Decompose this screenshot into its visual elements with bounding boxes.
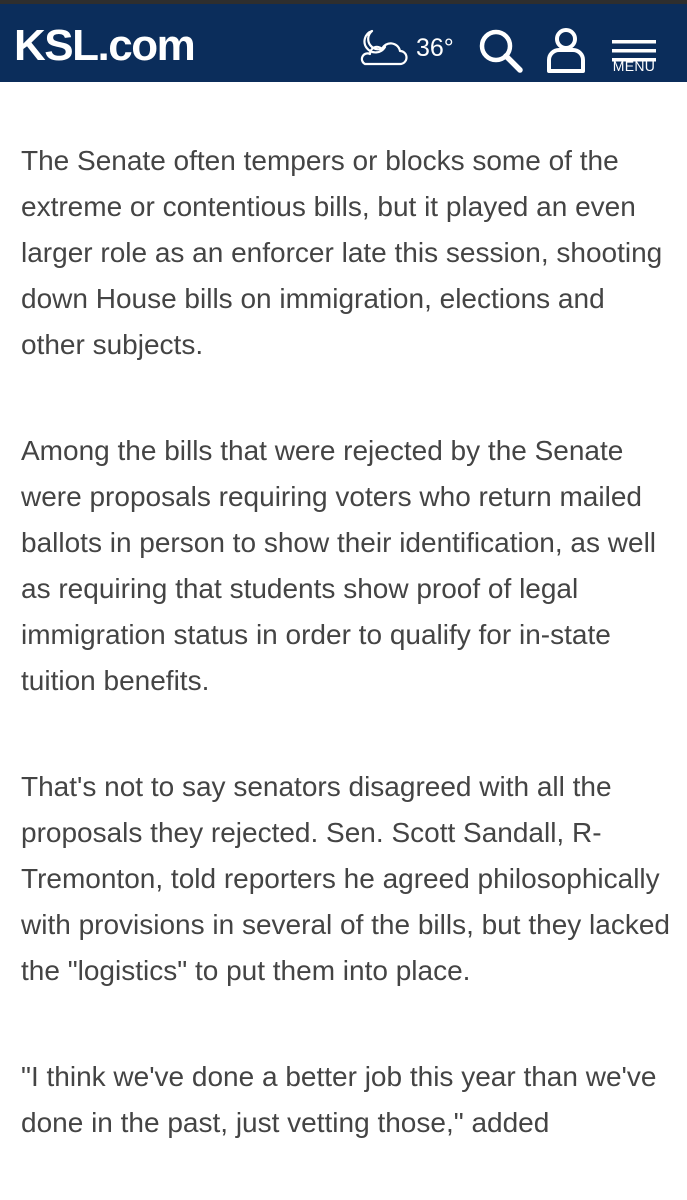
search-icon [476, 26, 526, 76]
weather-widget[interactable] [356, 24, 454, 72]
article-paragraph: The Senate often tempers or blocks some of the extreme or contentious bills, but it played an even larger role as an enforcer late this session, shooting down House bills on immigration, elections and other subjects. [21, 145, 663, 360]
article-paragraph: "I think we've done a better job this year than we've done in the past, just vetting those," added [21, 1061, 657, 1138]
user-icon [544, 24, 588, 76]
temperature: 36° [416, 33, 454, 62]
menu-label: MENU [612, 58, 656, 74]
article-paragraph: Among the bills that were rejected by the Senate were proposals requiring voters who return mailed ballots in person to show their identification, as well as requiring that students show proof of legal immigration status in order to qualify for in-state tuition benefits. [21, 435, 657, 696]
search-button[interactable] [476, 26, 526, 76]
account-button[interactable] [544, 24, 588, 76]
article-body [21, 138, 671, 1200]
ksl-logo[interactable]: KSL.com [14, 21, 195, 70]
menu-button[interactable] [606, 26, 662, 78]
moon-cloud-icon [356, 27, 412, 69]
article-paragraph: That's not to say senators disagreed with all the proposals they rejected. Sen. Scott Sandall, R-Tremonton, told reporters he agreed philosophically with provisions in several of the bills, but they lacked the "logistics" to put them into place. [21, 771, 670, 986]
site-header [0, 0, 687, 82]
